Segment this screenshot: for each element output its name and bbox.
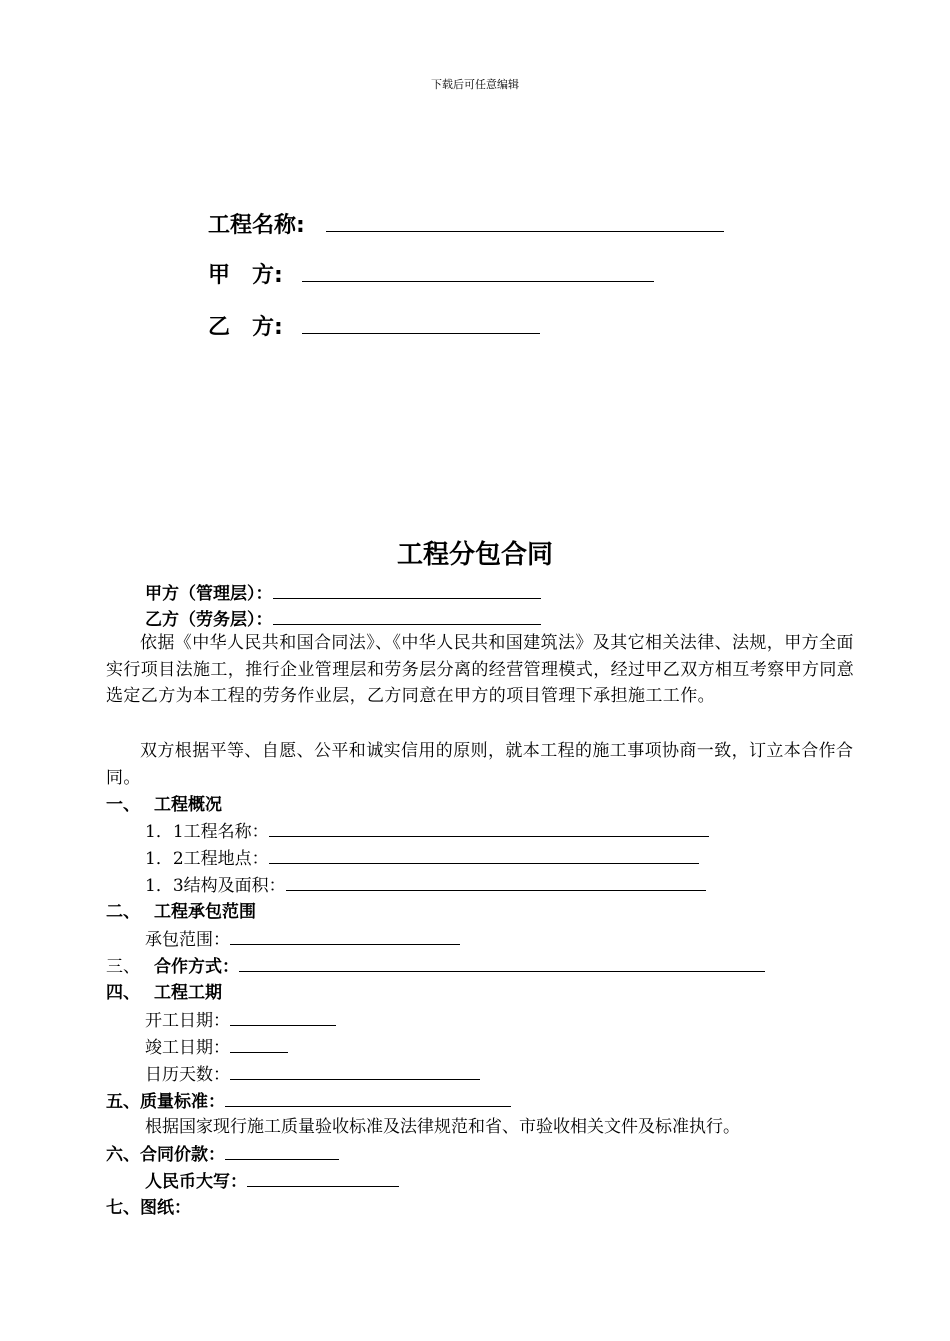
rmb-label: 人民币大写： xyxy=(145,1172,247,1192)
intro-paragraph-2: 双方根据平等、自愿、公平和诚实信用的原则，就本工程的施工事项协商一致，订立本合作合同。 xyxy=(106,741,854,788)
intro-paragraph-1: 依据《中华人民共和国合同法》、《中华人民共和国建筑法》及其它相关法律、法规，甲方全面实行项目法施工，推行企业管理层和劳务层分离的经营管理模式，经过甲乙双方相互考察甲方同意选定乙方为本工程的劳务作业层，乙方同意在甲方的项目管理下承担施工工作。 xyxy=(106,633,855,706)
section5-blank[interactable] xyxy=(225,1088,511,1107)
calendar-days-label: 日历天数： xyxy=(145,1065,230,1085)
item2-label: 1．2工程地点： xyxy=(145,849,269,869)
section1-item1 xyxy=(145,818,709,845)
cover-project-name xyxy=(208,208,724,239)
section5-heading-line xyxy=(106,1088,511,1115)
section3-blank[interactable] xyxy=(239,953,765,972)
end-date-line xyxy=(145,1034,288,1061)
section3-title: 合作方式： xyxy=(154,957,239,977)
cover-project-name-label: 工程名称: xyxy=(208,213,305,238)
section6-heading-line xyxy=(106,1141,339,1168)
section1-item2 xyxy=(145,845,699,872)
section4-heading xyxy=(106,980,222,1006)
section1-title: 工程概况 xyxy=(154,795,222,815)
start-date-label: 开工日期： xyxy=(145,1011,230,1031)
party-a-blank[interactable] xyxy=(273,580,541,599)
rmb-line xyxy=(145,1168,399,1195)
section5-heading: 五、质量标准： xyxy=(106,1092,225,1112)
section5-text: 根据国家现行施工质量验收标准及法律规范和省、市验收相关文件及标准执行。 xyxy=(145,1117,740,1137)
item1-blank[interactable] xyxy=(269,818,709,837)
cover-party-b-blank[interactable] xyxy=(302,311,540,334)
scope-blank[interactable] xyxy=(230,926,460,945)
section2-heading xyxy=(106,899,256,925)
cover-party-b xyxy=(208,310,540,341)
section1-num: 一、 xyxy=(106,795,140,815)
end-date-label: 竣工日期： xyxy=(145,1038,230,1058)
cover-party-a-blank[interactable] xyxy=(302,259,654,282)
item1-label: 1．1工程名称： xyxy=(145,822,269,842)
item3-blank[interactable] xyxy=(286,872,706,891)
scope-label: 承包范围： xyxy=(145,930,230,950)
section6-heading: 六、合同价款： xyxy=(106,1145,225,1165)
contract-title: 工程分包合同 xyxy=(396,540,553,570)
start-date-line xyxy=(145,1007,336,1034)
end-date-blank[interactable] xyxy=(230,1034,288,1053)
calendar-days-blank[interactable] xyxy=(230,1061,480,1080)
item2-blank[interactable] xyxy=(269,845,699,864)
section4-num: 四、 xyxy=(106,983,140,1003)
section1-heading xyxy=(106,792,222,818)
cover-project-name-blank[interactable] xyxy=(326,209,724,232)
cover-party-a-label: 甲 方: xyxy=(208,263,283,288)
party-a-line xyxy=(145,580,541,607)
section3-num: 三、 xyxy=(106,957,140,977)
section3-heading xyxy=(106,953,765,980)
start-date-blank[interactable] xyxy=(230,1007,336,1026)
section7-heading: 七、图纸： xyxy=(106,1198,191,1218)
contract-price-blank[interactable] xyxy=(225,1141,339,1160)
cover-party-a xyxy=(208,258,654,289)
party-b-label: 乙方（劳务层）： xyxy=(145,610,273,630)
party-b-blank[interactable] xyxy=(273,606,541,625)
party-b-line xyxy=(145,606,541,633)
section1-item3 xyxy=(145,872,706,899)
item3-label: 1．3结构及面积： xyxy=(145,876,286,896)
cover-party-b-label: 乙 方: xyxy=(208,315,283,340)
section2-num: 二、 xyxy=(106,902,140,922)
calendar-days-line xyxy=(145,1061,480,1088)
rmb-blank[interactable] xyxy=(247,1168,399,1187)
header-note: 下载后可任意编辑 xyxy=(431,78,519,91)
party-a-label: 甲方（管理层）： xyxy=(145,584,273,604)
section2-title: 工程承包范围 xyxy=(154,902,256,922)
section2-scope xyxy=(145,926,460,953)
section4-title: 工程工期 xyxy=(154,983,222,1003)
